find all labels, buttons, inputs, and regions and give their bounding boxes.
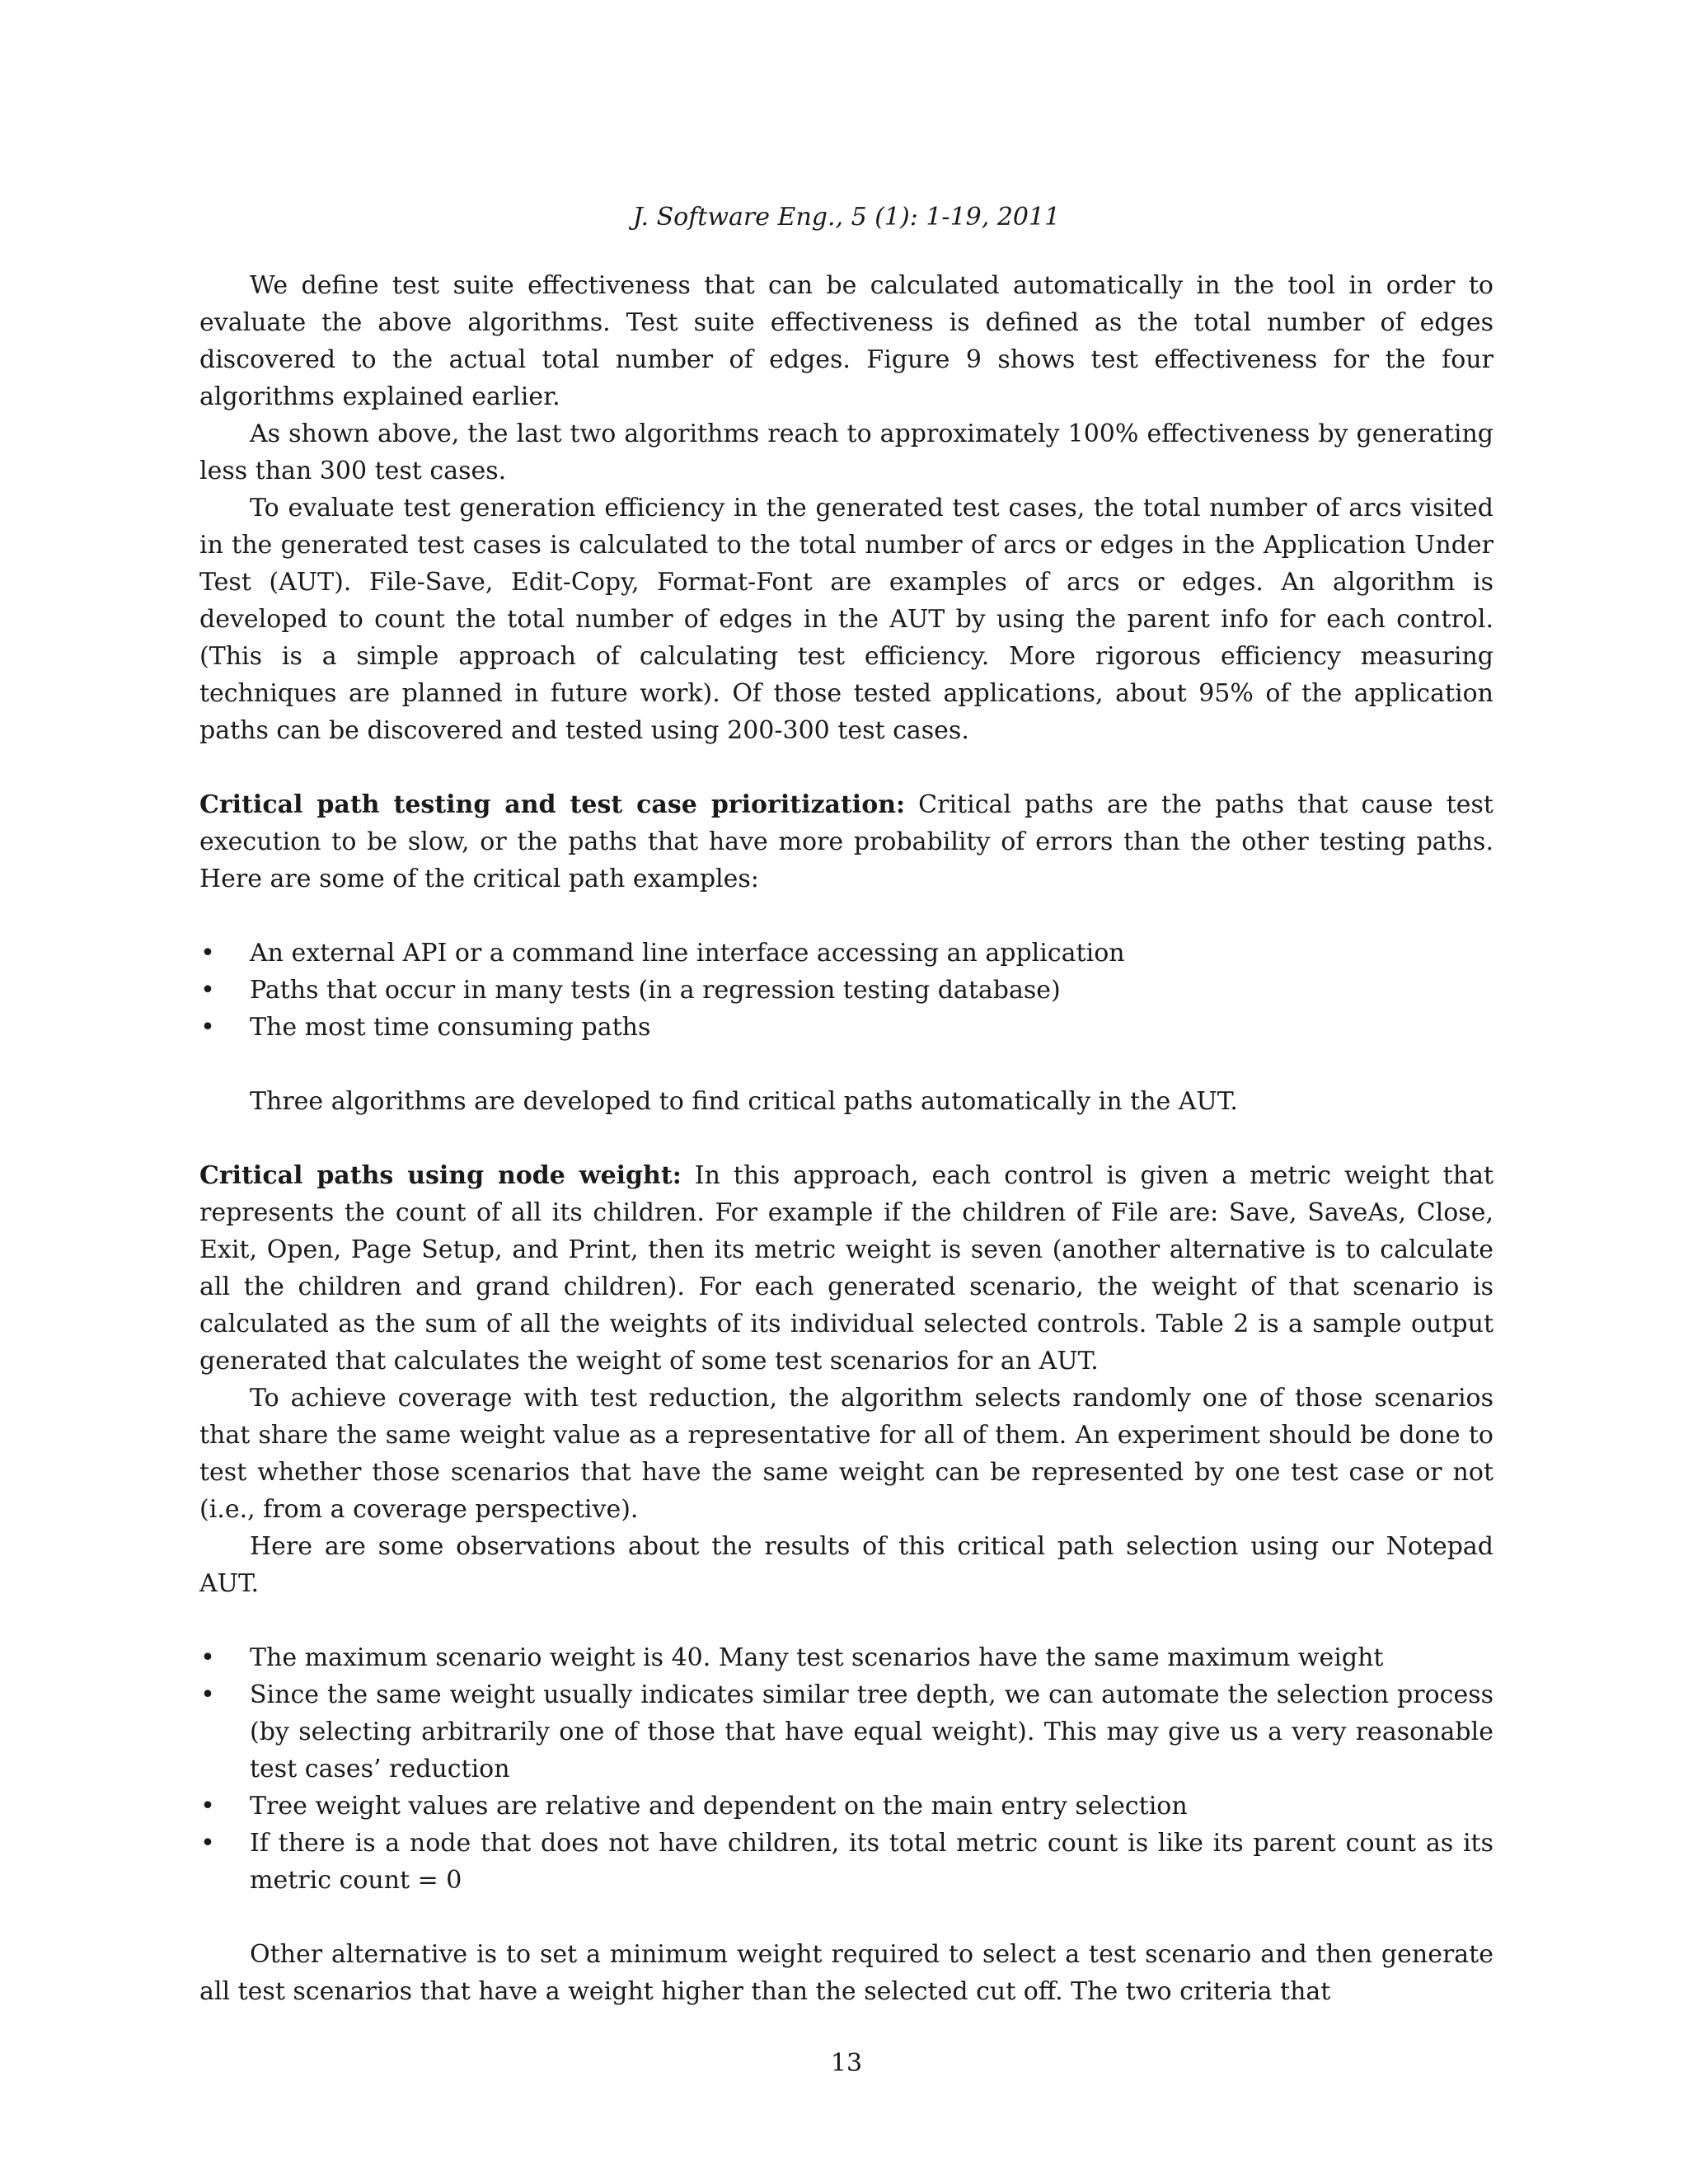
list-item-text: Tree weight values are relative and dependent on the main entry selection xyxy=(250,1792,1188,1821)
list-item xyxy=(199,1788,1493,1825)
spacer xyxy=(199,1046,1493,1083)
section-text-node-weight: In this approach, each control is given a metric weight that represents the count of all its children. For example if the children of File are: Save, SaveAs, Close, Exit, Open, Page Setup, and Print, then its metric weight is seven (another alternative is to calculate all the children and grand children). For each generated scenario, the weight of that scenario is calculated as the sum of all the weights of its individual selected controls. Table 2 is a sample output generated that calculates the weight of some test scenarios for an AUT. xyxy=(199,1161,1494,1376)
spacer xyxy=(199,1120,1493,1157)
bullet-icon: • xyxy=(200,1013,215,1042)
spacer xyxy=(199,898,1493,935)
list-item xyxy=(199,935,1493,972)
journal-page xyxy=(199,0,1493,2184)
list-item-text: Paths that occur in many tests (in a regression testing database) xyxy=(250,976,1061,1005)
bullet-icon: • xyxy=(200,1643,215,1672)
observations-list xyxy=(199,1639,1493,1899)
section-text-critical-path-testing: Critical paths are the paths that cause test execution to be slow, or the paths that have more probability of errors than the other testing paths. Here are some of the critical path examples: xyxy=(199,790,1493,893)
list-item-text: The maximum scenario weight is 40. Many test scenarios have the same maximum weight xyxy=(250,1643,1384,1672)
paragraph-minimum-weight: Other alternative is to set a minimum weight required to select a test scenario and then generate all test scenarios that have a weight higher than the selected cut off. The two criteria that xyxy=(199,1940,1493,2006)
paragraph-effectiveness-result: As shown above, the last two algorithms reach to approximately 100% effectiveness by generating less than 300 test cases. xyxy=(199,419,1493,485)
list-item xyxy=(199,1639,1493,1676)
spacer xyxy=(199,749,1493,786)
paragraph-observations-intro: Here are some observations about the results of this critical path selection using our Notepad AUT. xyxy=(199,1532,1493,1598)
section-heading-critical-path-testing: Critical path testing and test case prioritization: xyxy=(199,790,906,819)
paragraph-three-algorithms: Three algorithms are developed to find critical paths automatically in the AUT. xyxy=(250,1087,1238,1116)
spacer xyxy=(199,1899,1493,1936)
list-item-text: Since the same weight usually indicates similar tree depth, we can automate the selection process (by selecting arbitrarily one of those that have equal weight). This may give us a very reasonable test cases’ reduction xyxy=(250,1680,1493,1783)
critical-path-examples-list xyxy=(199,935,1493,1046)
bullet-icon: • xyxy=(200,1792,215,1821)
paragraph-coverage-reduction: To achieve coverage with test reduction, the algorithm selects randomly one of those scenarios that share the same weight value as a representative for all of them. An experiment should be done to test whether those scenarios that have the same weight can be represented by one test case or not (i.e., from a coverage perspective). xyxy=(199,1384,1493,1524)
body-text xyxy=(199,267,1493,2010)
list-item xyxy=(199,1009,1493,1046)
paragraph-test-efficiency: To evaluate test generation efficiency in the generated test cases, the total number of arcs visited in the generated test cases is calculated to the total number of arcs or edges in the Application Under Test (AUT). File-Save, Edit-Copy, Format-Font are examples of arcs or edges. An algorithm is developed to count the total number of edges in the AUT by using the parent info for each control. (This is a simple approach of calculating test efficiency. More rigorous efficiency measuring techniques are planned in future work). Of those tested applications, about 95% of the application paths can be discovered and tested using 200-300 test cases. xyxy=(199,494,1493,745)
bullet-icon: • xyxy=(200,976,215,1005)
list-item-text: An external API or a command line interface accessing an application xyxy=(250,939,1125,968)
paragraph-node-weight-intro xyxy=(199,1157,1493,1380)
running-head: J. Software Eng., 5 (1): 1-19, 2011 xyxy=(632,203,1061,232)
bullet-icon: • xyxy=(200,1829,215,1858)
paragraph-critical-path-intro xyxy=(199,786,1493,898)
bullet-icon: • xyxy=(200,939,215,968)
list-item-text: If there is a node that does not have children, its total metric count is like its parent count as its metric count = 0 xyxy=(250,1829,1493,1895)
page-number: 13 xyxy=(830,2049,863,2078)
list-item-text: The most time consuming paths xyxy=(250,1013,651,1042)
section-heading-node-weight: Critical paths using node weight: xyxy=(199,1161,682,1190)
bullet-icon: • xyxy=(200,1680,215,1709)
list-item xyxy=(199,1825,1493,1899)
list-item xyxy=(199,1676,1493,1788)
list-item xyxy=(199,972,1493,1009)
paragraph-test-effectiveness: We define test suite effectiveness that can be calculated automatically in the tool in order to evaluate the above algorithms. Test suite effectiveness is defined as the total number of edges discovered to the actual total number of edges. Figure 9 shows test effectiveness for the four algorithms explained earlier. xyxy=(199,271,1493,411)
spacer xyxy=(199,1602,1493,1639)
